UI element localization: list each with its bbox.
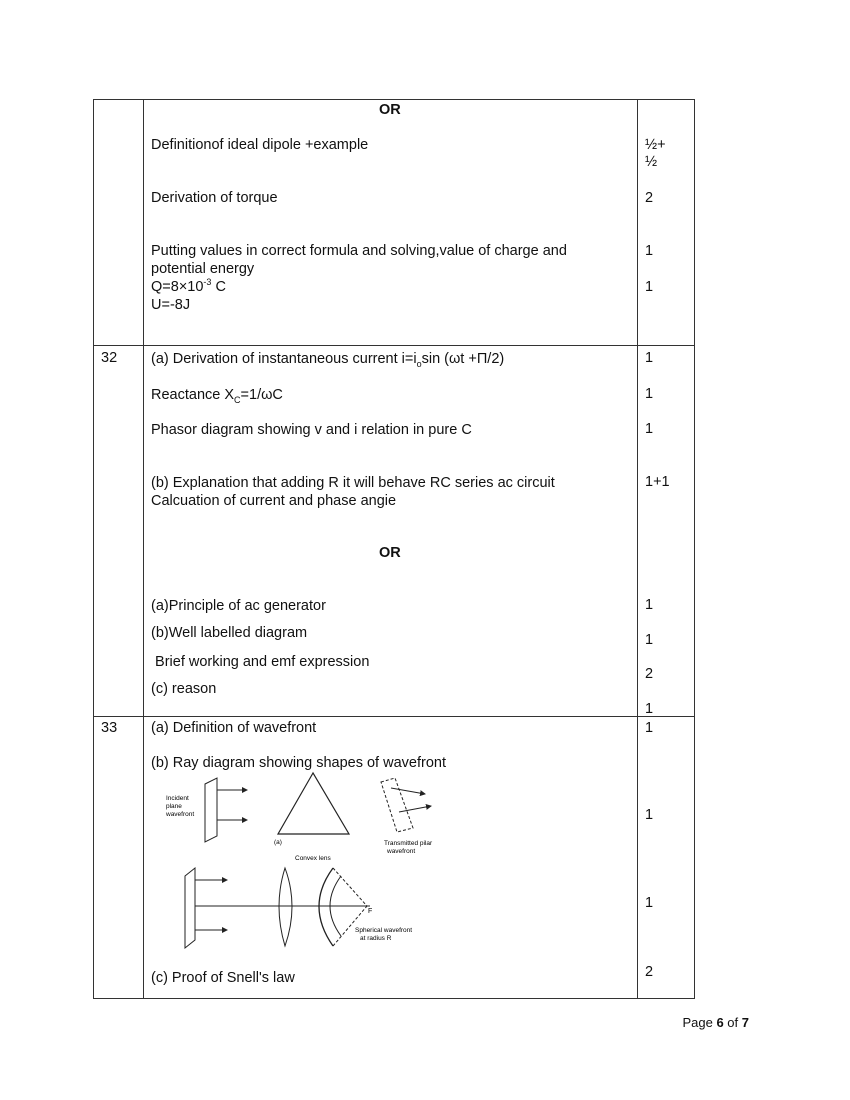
mark-q32-phasor: 1 bbox=[645, 421, 654, 437]
q32-b-line1: (b) Explanation that adding R it will behave RC series ac circuit bbox=[151, 475, 555, 491]
question-number-33: 33 bbox=[101, 720, 118, 736]
mark-q32-alt-reason: 1 bbox=[645, 701, 654, 717]
q32-or-heading: OR bbox=[379, 545, 401, 561]
mark-q33-a: 1 bbox=[645, 720, 654, 736]
charge-value: $Q=8\times 10^{-3}$ C bbox=[151, 277, 226, 295]
column-divider-marks bbox=[637, 99, 638, 999]
q32-phasor-diagram: Phasor diagram showing v and i relation in pure C bbox=[151, 422, 472, 438]
mark-q32-a: 1 bbox=[645, 350, 654, 366]
mark-ideal-dipole-b: ½ bbox=[645, 154, 658, 170]
mark-q32-alt-diagram: 1 bbox=[645, 632, 654, 648]
transmitted-label-1: Transmitted pilar bbox=[384, 840, 433, 847]
spherical-label-2: at radius R bbox=[360, 935, 392, 942]
mark-q32-alt-working: 2 bbox=[645, 666, 654, 682]
prism-figure bbox=[274, 773, 349, 846]
putting-values-line1: Putting values in correct formula and solving,value of charge and bbox=[151, 243, 567, 259]
q33-wavefront-definition: (a) Definition of wavefront bbox=[151, 720, 317, 736]
incident-label-3: wavefront bbox=[166, 811, 195, 818]
spherical-label-1: Spherical wavefront bbox=[355, 927, 413, 934]
q32-alt-reason: (c) reason bbox=[151, 681, 217, 697]
putting-values-line2: potential energy bbox=[151, 261, 255, 277]
transmitted-label-2: wavefront bbox=[387, 848, 416, 855]
ideal-dipole-definition: Definitionof ideal dipole +example bbox=[151, 137, 369, 153]
mark-torque: 2 bbox=[645, 190, 654, 206]
mark-ideal-dipole-a: ½+ bbox=[645, 137, 666, 153]
row-divider-33 bbox=[93, 716, 695, 717]
mark-q32-b: 1+1 bbox=[645, 474, 670, 490]
q32-instantaneous-current: (a) Derivation of instantaneous current $i=i_o\sin$ (ωt +Π/2) bbox=[151, 351, 505, 369]
figure-label-a: (a) bbox=[274, 839, 282, 846]
row-divider-32 bbox=[93, 345, 695, 346]
q33-snells-law: (c) Proof of Snell's law bbox=[151, 970, 295, 986]
page-number: Page 6 of 7 bbox=[682, 1015, 749, 1030]
q32-alt-diagram: (b)Well labelled diagram bbox=[151, 625, 308, 641]
incident-plane-wavefront bbox=[165, 778, 247, 842]
q33-ray-diagram-text: (b) Ray diagram showing shapes of wavefront bbox=[151, 755, 446, 771]
convex-lens-label: Convex lens bbox=[295, 855, 331, 862]
focus-label: F bbox=[368, 908, 373, 915]
or-heading: OR bbox=[379, 102, 401, 118]
mark-charge: 1 bbox=[645, 279, 654, 295]
mark-q33-diagram-2: 1 bbox=[645, 895, 654, 911]
mark-q32-reactance: 1 bbox=[645, 386, 654, 402]
potential-energy-value: U=-8J bbox=[151, 297, 191, 313]
transmitted-wavefront bbox=[381, 778, 433, 855]
incident-label-1: Incident bbox=[166, 795, 189, 802]
q32-reactance: Reactance $X_C=1/\omega C$ bbox=[151, 387, 283, 405]
q32-b-line2: Calcuation of current and phase angie bbox=[151, 493, 397, 509]
mark-putting-values: 1 bbox=[645, 243, 654, 259]
torque-derivation: Derivation of torque bbox=[151, 190, 278, 206]
mark-q33-c: 2 bbox=[645, 964, 654, 980]
question-number-32: 32 bbox=[101, 350, 118, 366]
mark-q32-alt-principle: 1 bbox=[645, 597, 654, 613]
mark-q33-diagram-1: 1 bbox=[645, 807, 654, 823]
convex-lens-figure bbox=[185, 855, 412, 948]
column-divider-number bbox=[143, 99, 144, 999]
wavefront-ray-diagram bbox=[155, 768, 455, 953]
q32-alt-principle: (a)Principle of ac generator bbox=[151, 598, 326, 614]
q32-alt-working: Brief working and emf expression bbox=[151, 654, 370, 670]
incident-label-2: plane bbox=[166, 803, 182, 810]
